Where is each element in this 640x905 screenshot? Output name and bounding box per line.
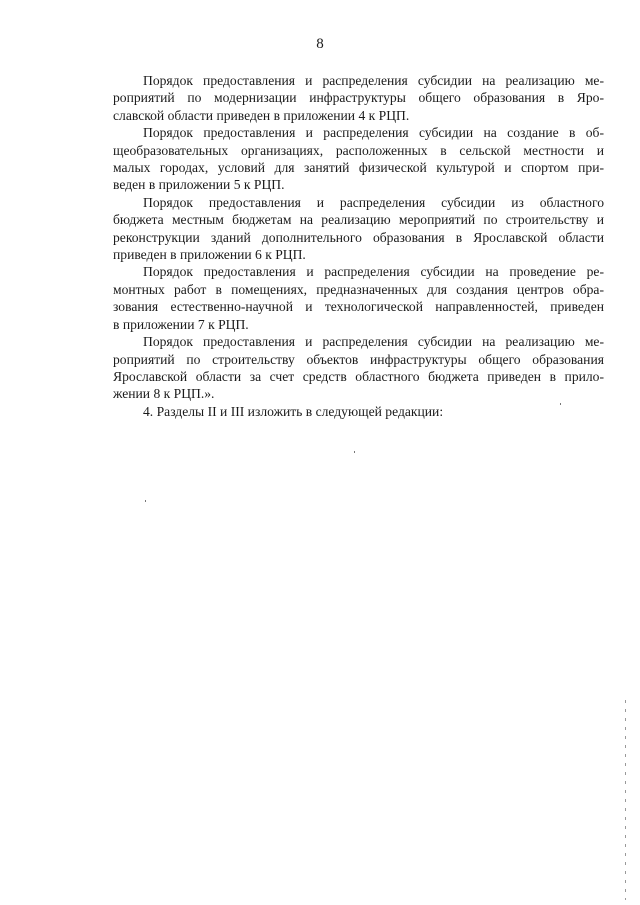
paragraph-line: роприятий по строительству объектов инфраструктуры общего образования (113, 351, 604, 367)
paragraph-line: веден в приложении 5 к РЦП. (113, 177, 285, 193)
paragraph-line: в приложении 7 к РЦП. (113, 316, 249, 332)
paragraph-line: 4. Разделы II и III изложить в следующей редакции: (143, 403, 444, 419)
paragraph-line: Порядок предоставления и распределения субсидии на создание в об- (143, 125, 604, 141)
page-number: 8 (316, 36, 324, 52)
paragraph-line: славской области приведен в приложении 4 к РЦП. (113, 107, 410, 123)
paragraph-line: Порядок предоставления и распределения субсидии на реализацию ме- (143, 334, 604, 350)
paragraph-line: приведен в приложении 6 к РЦП. (113, 247, 306, 263)
document-body (113, 72, 604, 420)
paragraph (113, 403, 604, 420)
paragraph-line: бюджета местным бюджетам на реализацию мероприятий по строительству и (113, 212, 604, 228)
paragraph-line: Порядок предоставления и распределения субсидии на реализацию ме- (143, 73, 604, 88)
paragraph-line: жении 8 к РЦП.». (113, 386, 215, 402)
paragraph-line: роприятий по модернизации инфраструктуры общего образования в Яро- (113, 90, 604, 106)
scan-edge-mark (625, 700, 626, 900)
paragraph-line: щеобразовательных организациях, расположенных в сельской местности и (113, 142, 604, 158)
paragraph (113, 124, 604, 194)
paragraph (113, 72, 604, 124)
paragraph-line: Порядок предоставления и распределения субсидии на проведение ре- (143, 264, 604, 280)
paragraph-line: монтных работ в помещениях, предназначенных для создания центров обра- (113, 281, 604, 297)
paragraph-line: малых городах, условий для занятий физической культурой и спортом при- (113, 160, 604, 176)
scan-speck (560, 403, 561, 405)
scan-speck (145, 500, 146, 502)
scan-speck (354, 451, 355, 453)
paragraph-line: Ярославской области за счет средств областного бюджета приведен в прило- (113, 368, 604, 384)
paragraph-line: реконструкции зданий дополнительного образования в Ярославской области (113, 229, 604, 245)
paragraph (113, 263, 604, 333)
paragraph-line: Порядок предоставления и распределения субсидии из областного (143, 194, 604, 210)
paragraph-line: зования естественно-научной и технологической направленностей, приведен (113, 299, 604, 315)
paragraph (113, 333, 604, 403)
paragraph (113, 194, 604, 264)
